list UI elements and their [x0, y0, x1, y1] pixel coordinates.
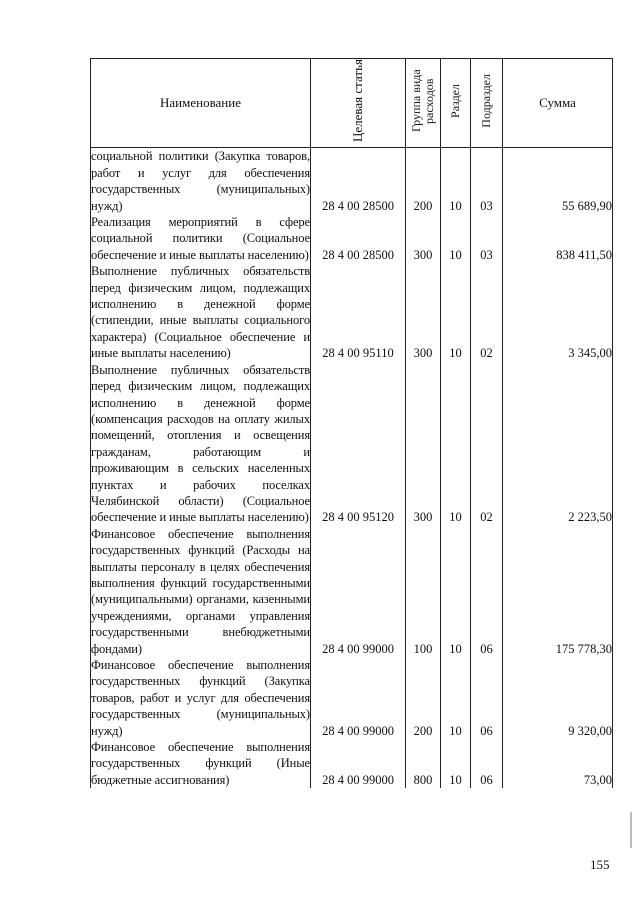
table-row [91, 657, 613, 739]
row-subsection: 03 [471, 148, 503, 214]
row-expense-group: 200 [406, 148, 441, 214]
row-section: 10 [441, 657, 471, 739]
row-expense-group: 800 [406, 739, 441, 788]
row-amount: 175 778,30 [503, 526, 613, 657]
row-target-article: 28 4 00 99000 [311, 526, 406, 657]
row-target-article: 28 4 00 99000 [311, 739, 406, 788]
table-row [91, 148, 613, 214]
row-amount: 9 320,00 [503, 657, 613, 739]
row-expense-group: 300 [406, 263, 441, 361]
row-target-article: 28 4 00 95120 [311, 362, 406, 526]
page-number: 155 [590, 857, 610, 872]
row-subsection: 06 [471, 526, 503, 657]
row-target-article: 28 4 00 28500 [311, 214, 406, 263]
header-amount: Сумма [503, 59, 613, 148]
row-subsection: 06 [471, 739, 503, 788]
row-name: Финансовое обеспечение выполнения государственных функций (Расходы на выплаты персоналу в целях обеспечения выполнения функций государственными (муниципальными) органами, казенными учреждениями, органами управления государственными внебюджетными фондами) [91, 526, 310, 656]
row-section: 10 [441, 148, 471, 214]
header-subsection: Подраздел [471, 59, 503, 148]
header-name: Наименование [91, 59, 311, 148]
header-target-article: Целевая статья [311, 59, 406, 148]
row-target-article: 28 4 00 95110 [311, 263, 406, 361]
table-row [91, 214, 613, 263]
row-section: 10 [441, 739, 471, 788]
table-row [91, 739, 613, 788]
row-amount: 55 689,90 [503, 148, 613, 214]
table-row [91, 362, 613, 526]
row-section: 10 [441, 526, 471, 657]
row-subsection: 02 [471, 263, 503, 361]
row-name: Финансовое обеспечение выполнения государственных функций (Закупка товаров, работ и услуг для обеспечения государственных (муниципальных) нужд) [91, 658, 310, 738]
table-row [91, 526, 613, 657]
row-subsection: 02 [471, 362, 503, 526]
table-header-row [91, 59, 613, 148]
row-expense-group: 300 [406, 214, 441, 263]
row-subsection: 03 [471, 214, 503, 263]
row-expense-group: 200 [406, 657, 441, 739]
row-target-article: 28 4 00 99000 [311, 657, 406, 739]
row-amount: 73,00 [503, 739, 613, 788]
table-row [91, 263, 613, 361]
row-target-article: 28 4 00 28500 [311, 148, 406, 214]
row-name: Выполнение публичных обязательств перед физическим лицом, подлежащих исполнению в денежной форме (стипендии, иные выплаты социального характера) (Социальное обеспечение и иные выплаты населению) [91, 264, 310, 361]
row-amount: 838 411,50 [503, 214, 613, 263]
row-name: Реализация мероприятий в сфере социальной политики (Социальное обеспечение и иные выплаты населению) [91, 215, 310, 262]
row-section: 10 [441, 263, 471, 361]
row-name: Финансовое обеспечение выполнения государственных функций (Иные бюджетные ассигнования) [91, 740, 310, 787]
row-name: социальной политики (Закупка товаров, работ и услуг для обеспечения государственных (муниципальных) нужд) [91, 149, 310, 213]
row-expense-group: 100 [406, 526, 441, 657]
header-expense-group: Группа вида расходов [406, 59, 441, 148]
header-section: Раздел [441, 59, 471, 148]
row-name: Выполнение публичных обязательств перед физическим лицом, подлежащих исполнению в денежной форме (компенсация расходов на оплату жилых помещений, отопления и освещения гражданам, работающим и проживающим в сельских населенных пунктах и рабочих поселках Челябинской области) (Социальное обеспечение и иные выплаты населению) [91, 362, 310, 525]
row-expense-group: 300 [406, 362, 441, 526]
row-amount: 2 223,50 [503, 362, 613, 526]
budget-table [90, 58, 613, 788]
row-section: 10 [441, 362, 471, 526]
row-amount: 3 345,00 [503, 263, 613, 361]
row-section: 10 [441, 214, 471, 263]
scan-mark [630, 812, 632, 848]
row-subsection: 06 [471, 657, 503, 739]
